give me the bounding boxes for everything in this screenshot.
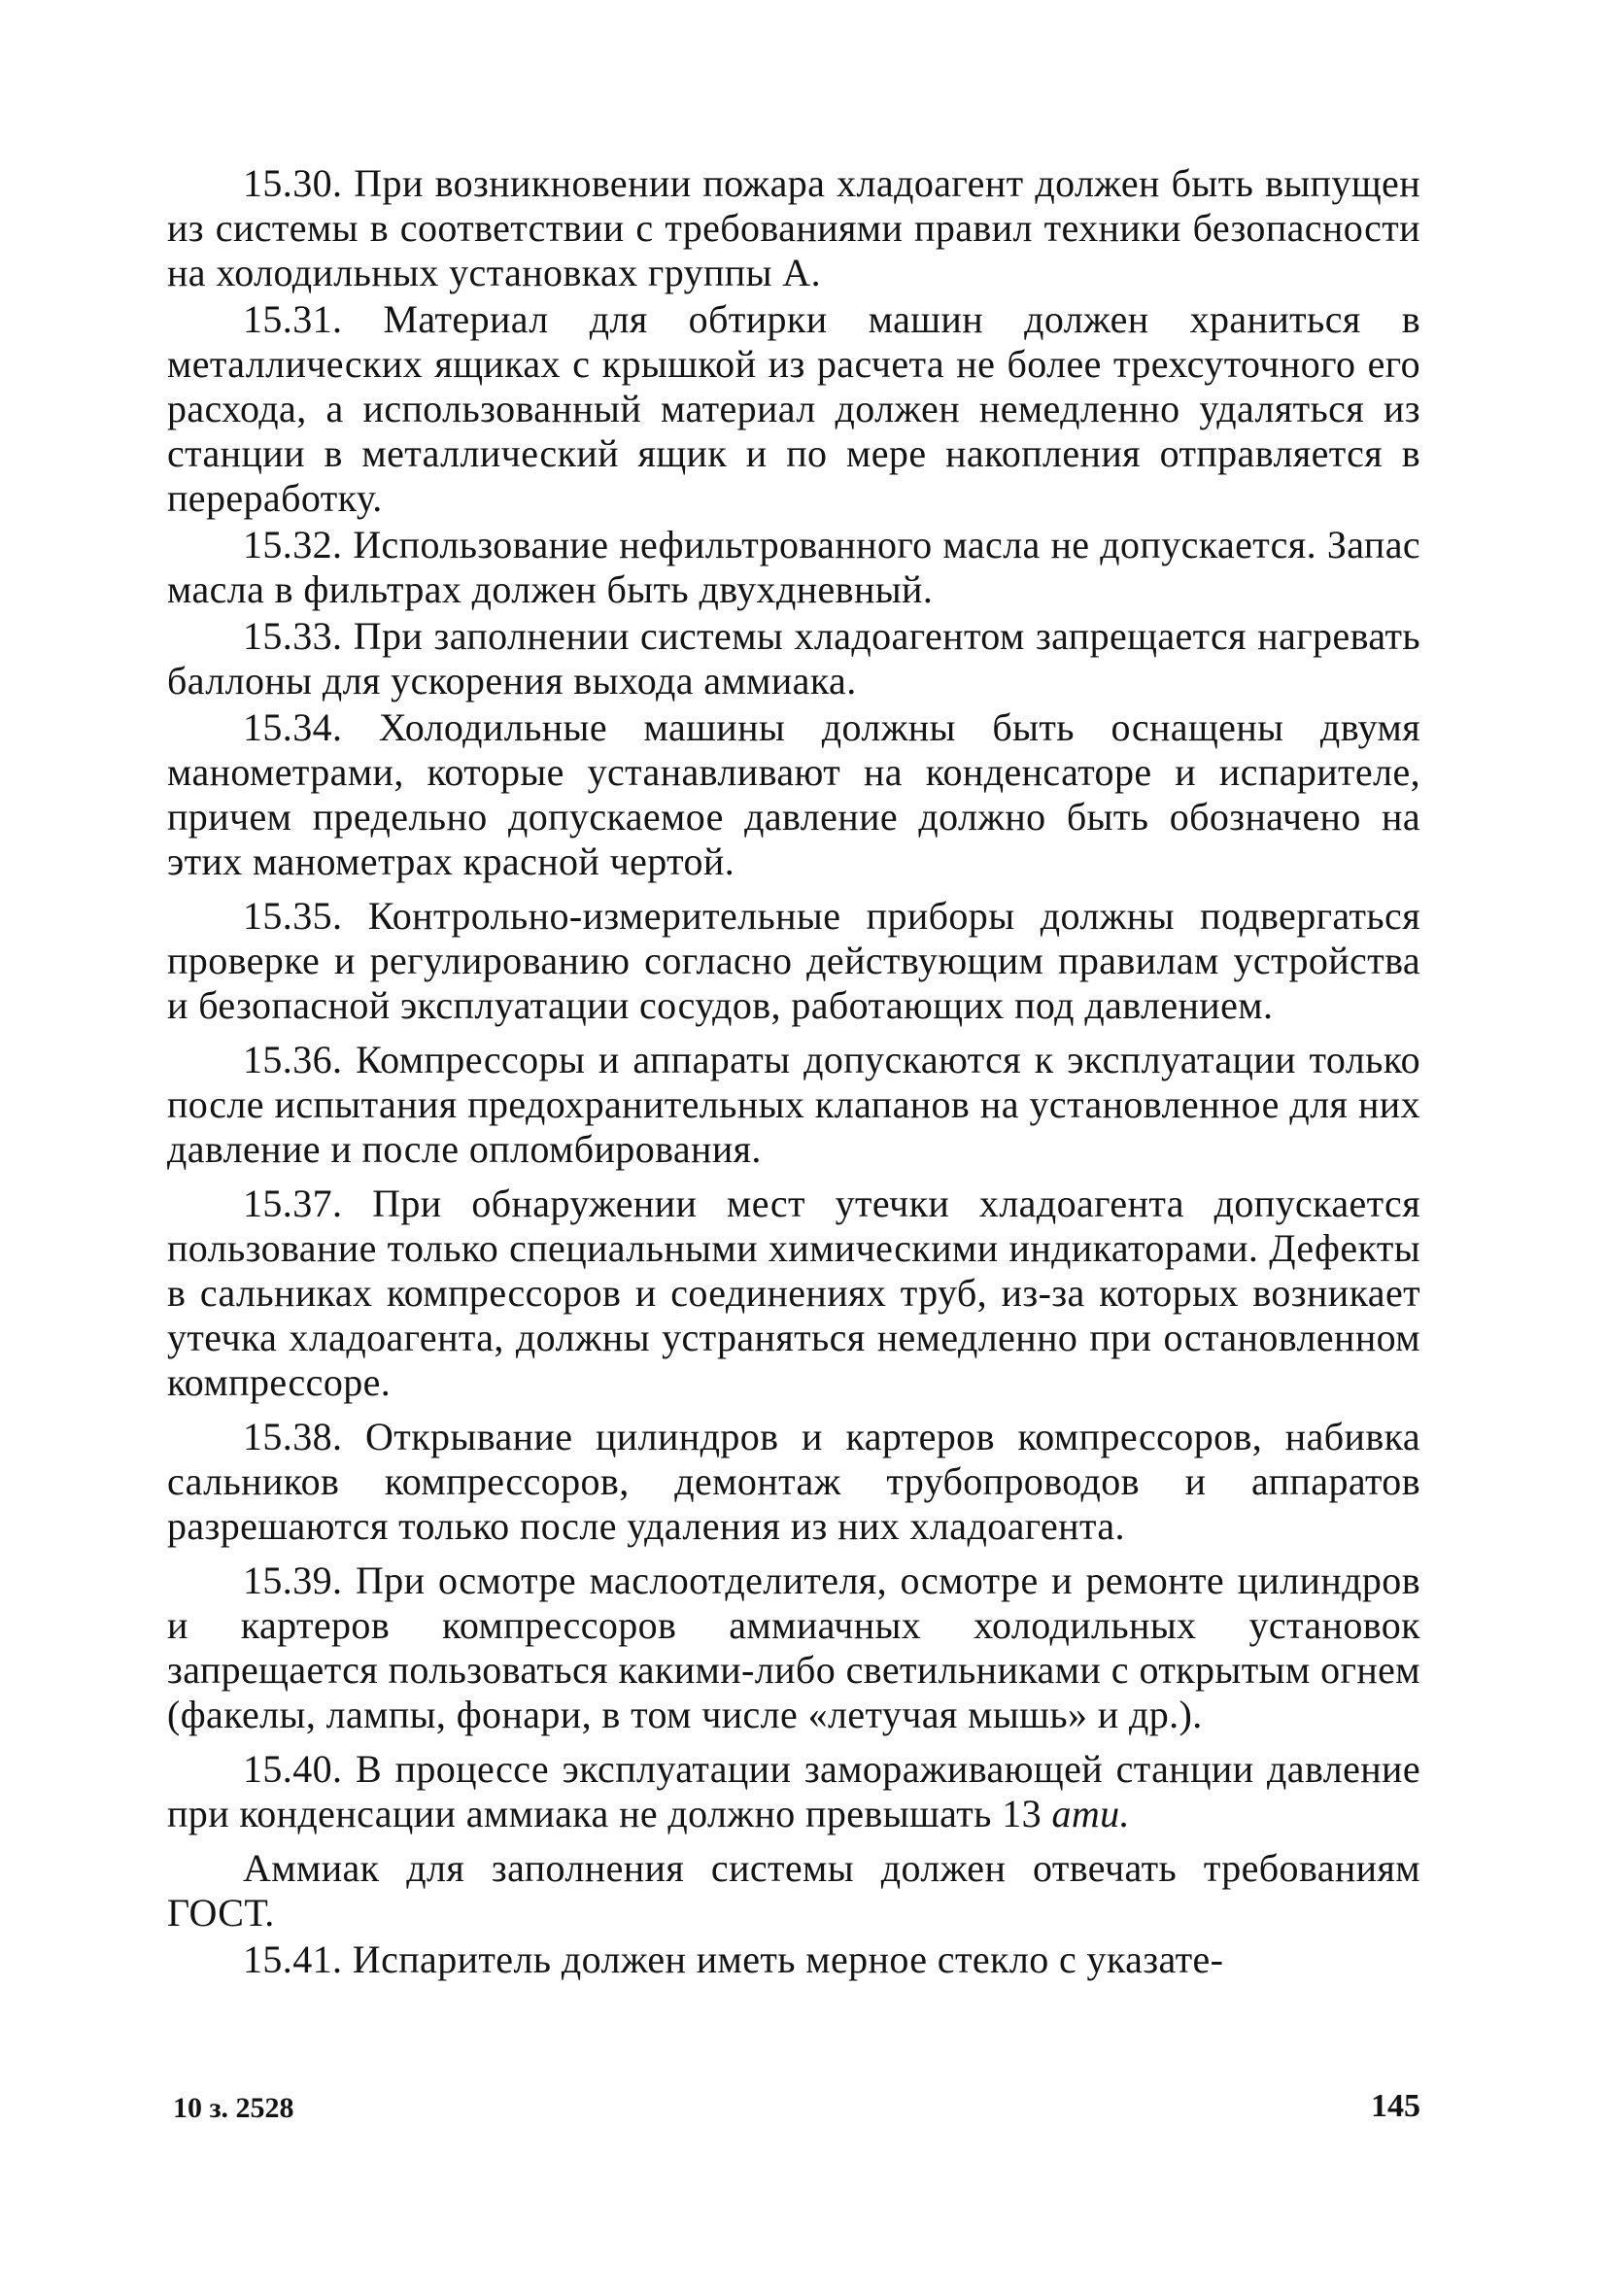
paragraph-15-33: 15.33. При заполнении системы хладоагентом запрещается нагревать баллоны для ускорения выхода аммиака. <box>167 614 1420 703</box>
paragraph-15-36: 15.36. Компрессоры и аппараты допускаются к эксплуатации только после испытания предохранительных клапанов на установленное для них давление и после опломбирования. <box>167 1038 1420 1171</box>
document-body <box>167 161 1420 1984</box>
paragraph-15-30: 15.30. При возникновении пожара хладоагент должен быть выпущен из системы в соответствии с требованиями правил техники безопасности на холодильных установках группы А. <box>167 161 1420 294</box>
paragraph-15-32: 15.32. Использование нефильтрованного масла не допускается. Запас масла в фильтрах должен быть двухдневный. <box>167 523 1420 611</box>
paragraph-15-35: 15.35. Контрольно-измерительные приборы должны подвергаться проверке и регулированию согласно действующим правилам устройства и безопасной эксплуатации сосудов, работающих под давлением. <box>167 894 1420 1027</box>
printer-signature: 10 з. 2528 <box>173 2092 294 2124</box>
paragraph-15-41: 15.41. Испаритель должен иметь мерное стекло с указате- <box>243 1937 1224 1981</box>
pressure-unit: ати. <box>1051 1792 1130 1835</box>
page-footer <box>167 2088 1420 2131</box>
paragraph-ammonia-gost: Аммиак для заполнения системы должен отвечать требованиям ГОСТ. <box>167 1846 1420 1935</box>
paragraph-15-31: 15.31. Материал для обтирки машин должен храниться в металлических ящиках с крышкой из расчета не более трехсуточного его расхода, а использованный материал должен немедленно удаляться из станции в металлический ящик и по мере накопления отправляется в переработку. <box>167 297 1420 520</box>
page-number: 145 <box>1371 2088 1420 2124</box>
paragraph-15-39: 15.39. При осмотре маслоотделителя, осмотре и ремонте цилиндров и картеров компрессоров аммиачных холодильных установок запрещается пользоваться какими-либо светильниками с открытым огнем (факелы, лампы, фонари, в том числе «летучая мышь» и др.). <box>167 1559 1420 1736</box>
paragraph-15-40-text: 15.40. В процессе эксплуатации замораживающей станции давление при конденсации аммиака не должно превышать 13 <box>167 1747 1420 1835</box>
paragraph-15-34: 15.34. Холодильные машины должны быть оснащены двумя манометрами, которые устанавливают на конденсаторе и испарителе, причем предельно допускаемое давление должно быть обозначено на этих манометрах красной чертой. <box>167 705 1420 883</box>
paragraph-15-40 <box>167 1747 1420 1836</box>
paragraph-15-38: 15.38. Открывание цилиндров и картеров компрессоров, набивка сальников компрессоров, демонтаж трубопроводов и аппаратов разрешаются только после удаления из них хладоагента. <box>167 1415 1420 1548</box>
paragraph-15-37: 15.37. При обнаружении мест утечки хладоагента допускается пользование только специальными химическими индикаторами. Дефекты в сальниках компрессоров и соединениях труб, из-за которых возникает утечка хладоагента, должны устраняться немедленно при остановленном компрессоре. <box>167 1182 1420 1404</box>
